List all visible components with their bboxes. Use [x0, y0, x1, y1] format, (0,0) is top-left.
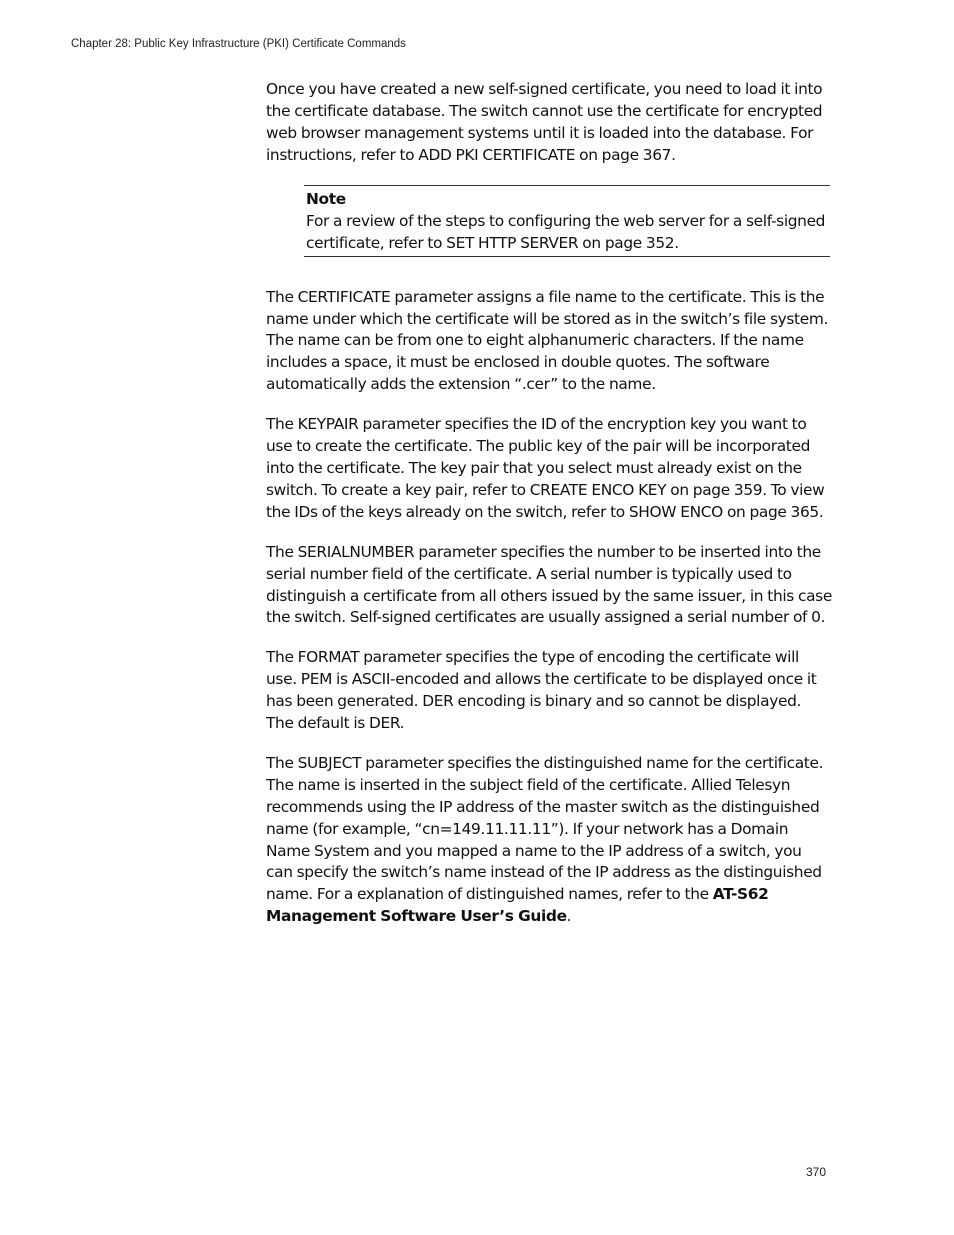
note-title: Note — [306, 189, 346, 208]
users-guide-reference: AT-S62 Management Software User’s Guide — [266, 885, 769, 926]
paragraph-load-certificate: Once you have created a new self-signed certificate, you need to load it into the certificate database. The switch cannot use the certificate for encrypted web browser management systems until it is loaded into the database. For instructions, refer to ADD PKI CERTIFICATE on page 367. — [266, 80, 823, 164]
note-box — [304, 185, 830, 257]
note-text: For a review of the steps to configuring the web server for a self-signed certificate, refer to SET HTTP SERVER on page 352. — [306, 211, 826, 252]
subject-text-end: . — [566, 907, 572, 926]
running-header: Chapter 28: Public Key Infrastructure (PKI) Certificate Commands — [71, 38, 406, 50]
paragraph-subject-parameter — [266, 753, 832, 928]
paragraph-keypair-parameter: The KEYPAIR parameter specifies the ID of the encryption key you want to use to create the certificate. The public key of the pair will be incorporated into the certificate. The key pair that you select must already exist on the switch. To create a key pair, refer to CREATE ENCO KEY on page 359. To view the IDs of the keys already on the switch, refer to SHOW ENCO on page 365. — [266, 415, 825, 521]
page-number: 370 — [806, 1165, 827, 1179]
paragraph-serialnumber-parameter: The SERIALNUMBER parameter specifies the number to be inserted into the serial number field of the certificate. A serial number is typically used to distinguish a certificate from all others issued by the same issuer, in this case the switch. Self-signed certificates are usually assigned a serial number of 0. — [266, 542, 832, 627]
paragraph-certificate-parameter: The CERTIFICATE parameter assigns a file name to the certificate. This is the name under which the certificate will be stored as in the switch’s file system. The name can be from one to eight alphanumeric characters. If the name includes a space, it must be enclosed in double quotes. The software automatically adds the extension “.cer” to the name. — [266, 287, 829, 394]
body-column — [266, 79, 832, 946]
paragraph-format-parameter: The FORMAT parameter specifies the type of encoding the certificate will use. PEM is ASCII-encoded and allows the certificate to be displayed once it has been generated. DER encoding is binary and so cannot be displayed. The default is DER. — [266, 648, 817, 733]
subject-text: The SUBJECT parameter specifies the distinguished name for the certificate. The name is inserted in the subject field of the certificate. Allied Telesyn recommends using the IP address of the master switch as the distinguished name (for example, “cn=149.11.11.11”). If your network has a Domain Name System and you mapped a name to the IP address of a switch, you can specify the switch’s name instead of the IP address as the distinguished name. For a explanation of distinguished names, refer to the — [266, 753, 824, 904]
